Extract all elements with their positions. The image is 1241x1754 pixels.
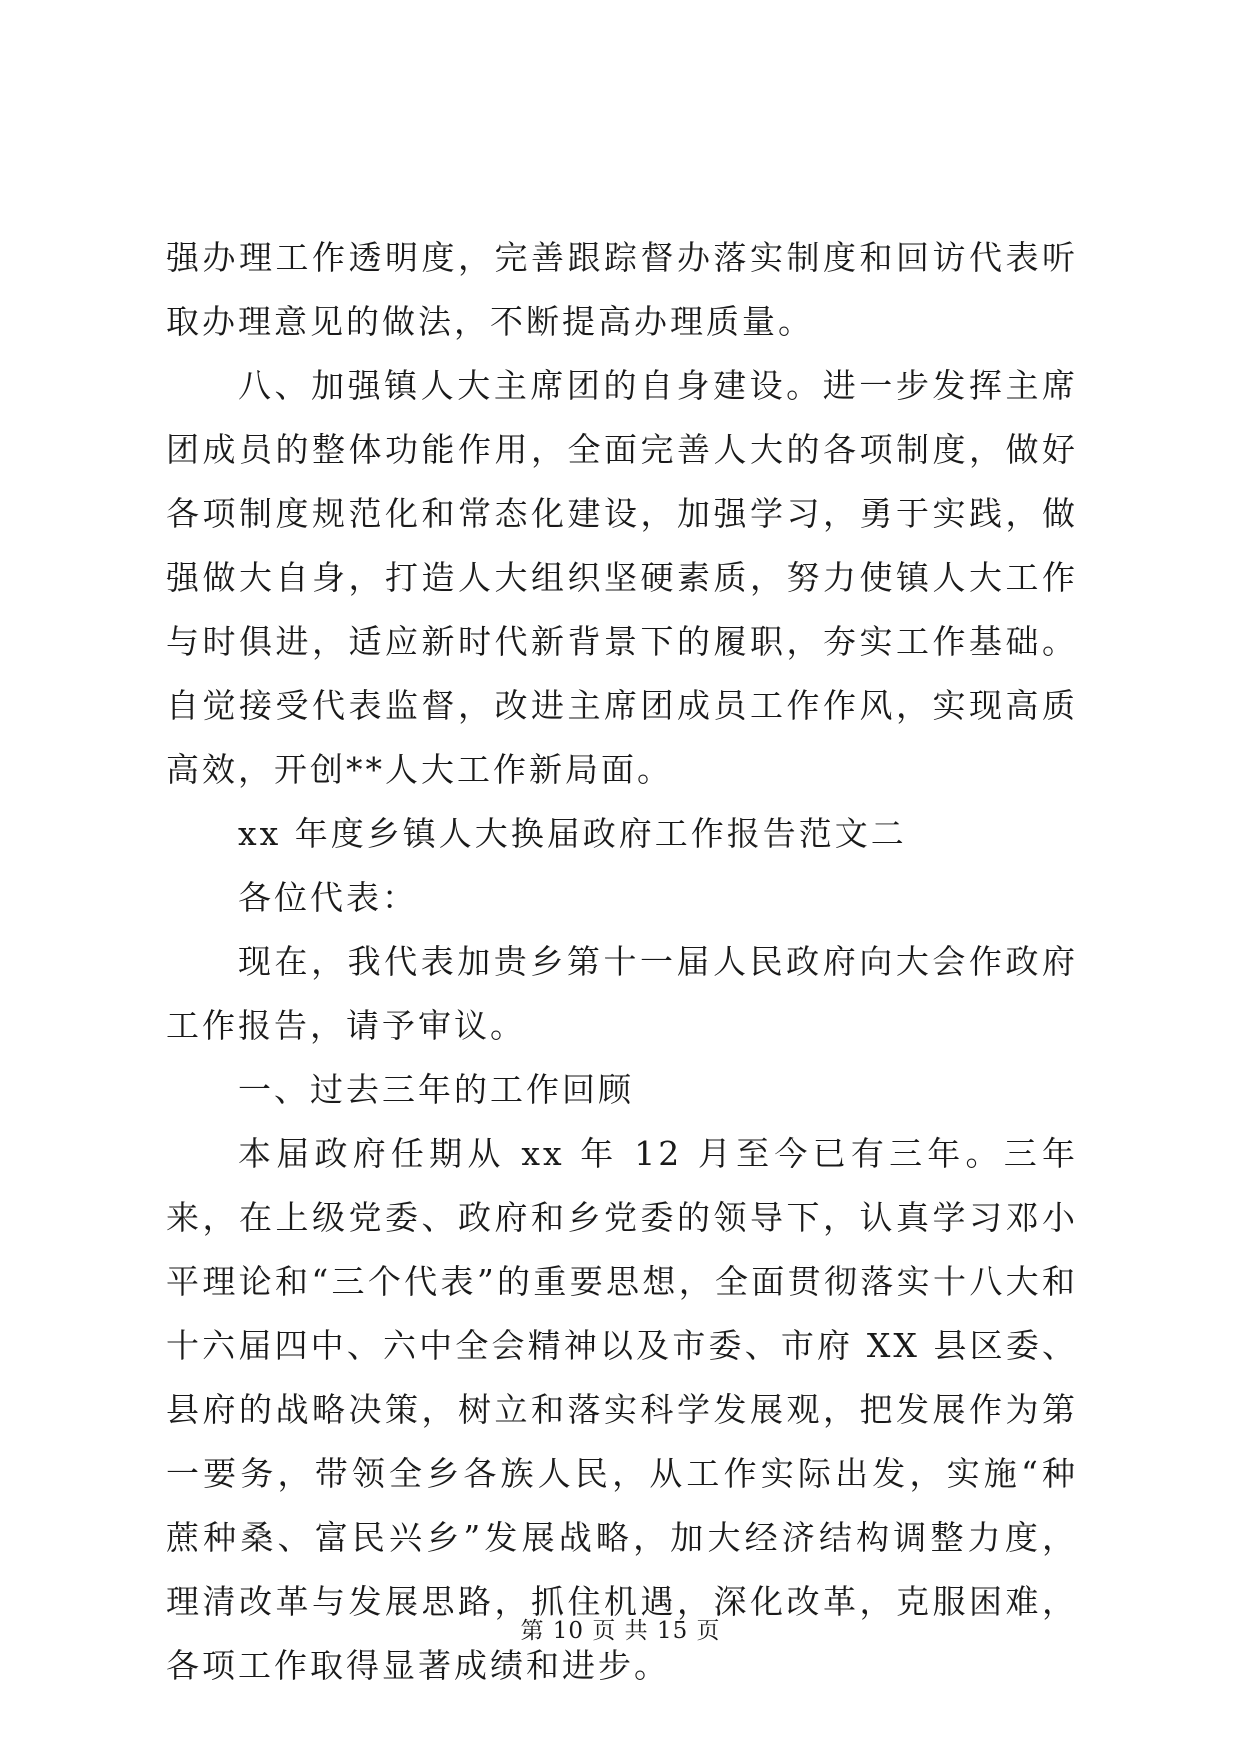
document-body (166, 226, 1078, 1698)
paragraph-section-heading: 一、过去三年的工作回顾 (238, 1070, 634, 1109)
page-footer: 第 10 页 共 15 页 (520, 1618, 721, 1644)
paragraph-review: 本届政府任期从 xx 年 12 月至今已有三年。三年来，在上级党委、政府和乡党委的领导下，认真学习邓小平理论和“三个代表”的重要思想，全面贯彻落实十八大和十六届四中、六中全会精神以及市委、市府 XX 县区委、县府的战略决策，树立和落实科学发展观，把发展作为第一要务，带领全乡各族人民，从工作实际出发，实施“种蔗种桑、富民兴乡”发展战略，加大经济结构调整力度，理清改革与发展思路，抓住机遇，深化改革，克服困难，各项工作取得显著成绩和进步。 (166, 1134, 1078, 1685)
paragraph-report-title: xx 年度乡镇人大换届政府工作报告范文二 (238, 814, 907, 853)
paragraph-continuation: 强办理工作透明度，完善跟踪督办落实制度和回访代表听取办理意见的做法，不断提高办理质量。 (166, 238, 1078, 341)
paragraph-section-eight: 八、加强镇人大主席团的自身建设。进一步发挥主席团成员的整体功能作用，全面完善人大的各项制度，做好各项制度规范化和常态化建设，加强学习，勇于实践，做强做大自身，打造人大组织坚硬素质，努力使镇人大工作与时俱进，适应新时代新背景下的履职，夯实工作基础。自觉接受代表监督，改进主席团成员工作作风，实现高质高效，开创**人大工作新局面。 (166, 366, 1078, 789)
paragraph-intro: 现在，我代表加贵乡第十一届人民政府向大会作政府工作报告，请予审议。 (166, 942, 1078, 1045)
paragraph-salutation: 各位代表： (238, 878, 418, 917)
